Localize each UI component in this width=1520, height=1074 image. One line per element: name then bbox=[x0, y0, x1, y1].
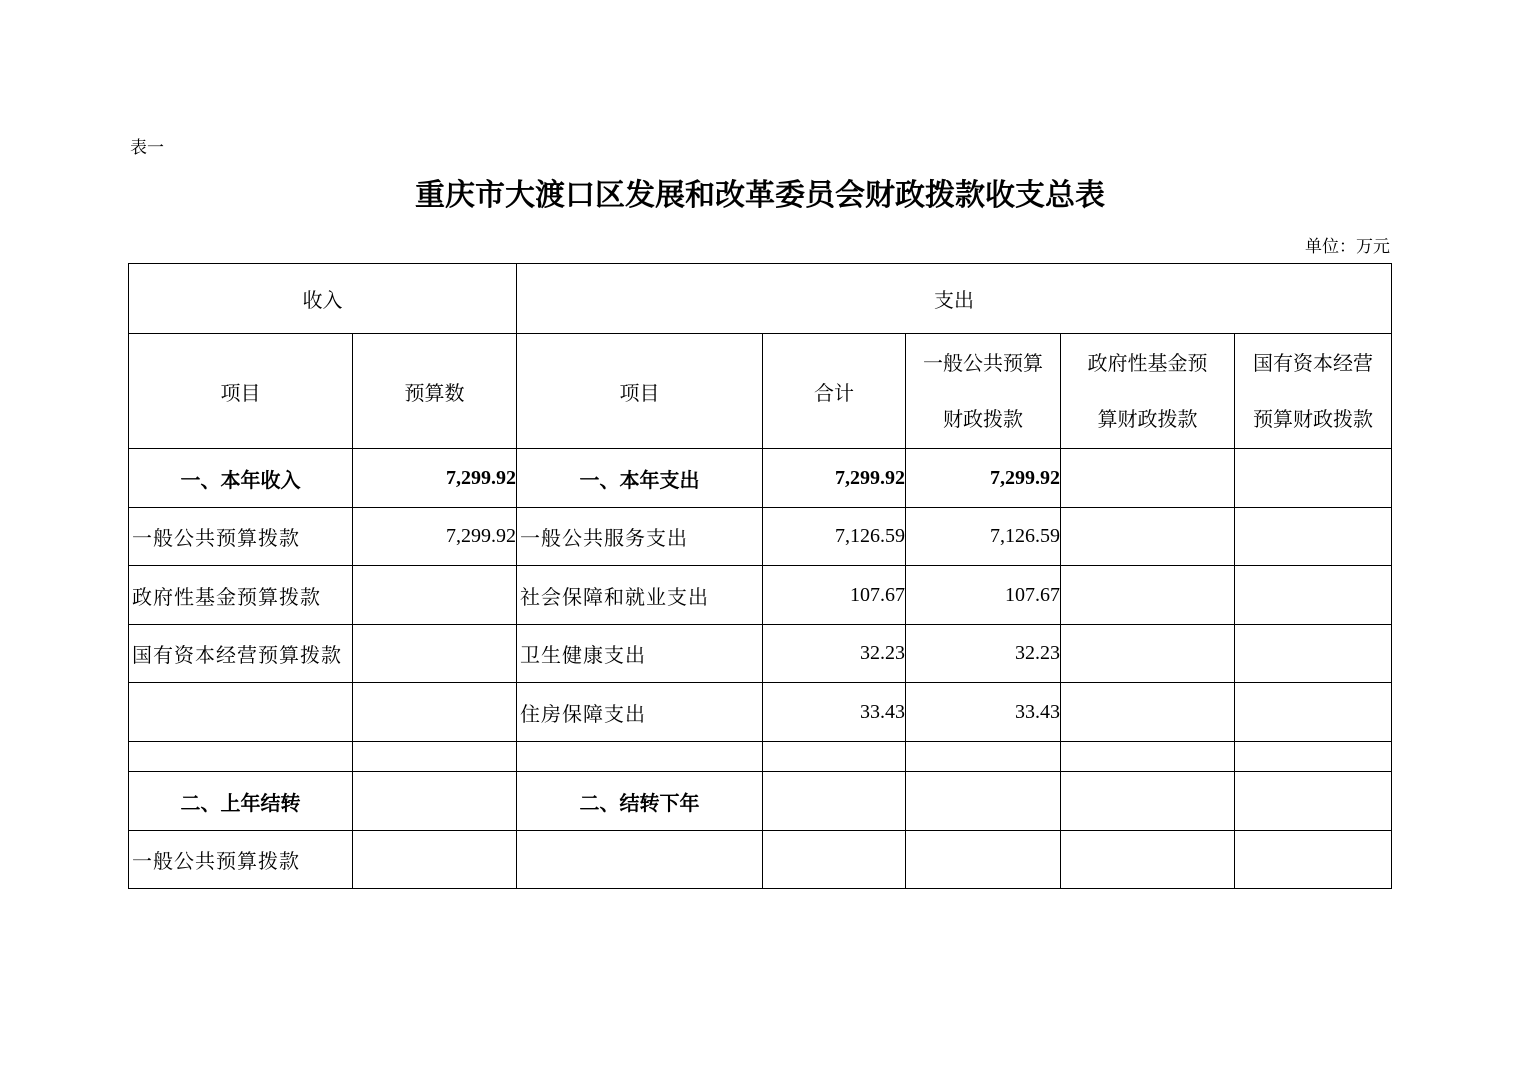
col-fund-line2: 算财政拨款 bbox=[1097, 407, 1198, 431]
table-row bbox=[129, 683, 1392, 742]
general-value: 107.67 bbox=[906, 566, 1061, 625]
total-value bbox=[763, 742, 906, 772]
col-general-budget bbox=[906, 334, 1061, 449]
general-value bbox=[906, 831, 1061, 889]
table-row bbox=[129, 508, 1392, 566]
total-value: 7,126.59 bbox=[763, 508, 906, 566]
income-item: 二、上年结转 bbox=[129, 772, 353, 831]
table-row bbox=[129, 742, 1392, 772]
col-state-line1: 国有资本经营 bbox=[1253, 351, 1374, 375]
expense-item: 卫生健康支出 bbox=[517, 625, 763, 683]
state-value bbox=[1235, 566, 1392, 625]
income-item: 一、本年收入 bbox=[129, 449, 353, 508]
fund-value bbox=[1061, 449, 1235, 508]
col-income-item: 项目 bbox=[129, 334, 353, 449]
income-item bbox=[129, 742, 353, 772]
income-item: 国有资本经营预算拨款 bbox=[129, 625, 353, 683]
fund-value bbox=[1061, 508, 1235, 566]
general-value bbox=[906, 772, 1061, 831]
col-state-budget bbox=[1235, 334, 1392, 449]
general-value bbox=[906, 742, 1061, 772]
expense-item: 一般公共服务支出 bbox=[517, 508, 763, 566]
general-value: 32.23 bbox=[906, 625, 1061, 683]
fund-value bbox=[1061, 566, 1235, 625]
income-budget bbox=[353, 566, 517, 625]
income-item: 政府性基金预算拨款 bbox=[129, 566, 353, 625]
general-value: 33.43 bbox=[906, 683, 1061, 742]
fund-value bbox=[1061, 625, 1235, 683]
col-expense-item: 项目 bbox=[517, 334, 763, 449]
header-row-groups bbox=[129, 264, 1392, 334]
col-income-budget: 预算数 bbox=[353, 334, 517, 449]
income-header: 收入 bbox=[129, 264, 517, 334]
income-budget bbox=[353, 742, 517, 772]
state-value bbox=[1235, 625, 1392, 683]
income-item: 一般公共预算拨款 bbox=[129, 508, 353, 566]
income-budget: 7,299.92 bbox=[353, 508, 517, 566]
income-budget bbox=[353, 625, 517, 683]
total-value: 107.67 bbox=[763, 566, 906, 625]
general-value: 7,299.92 bbox=[906, 449, 1061, 508]
state-value bbox=[1235, 508, 1392, 566]
state-value bbox=[1235, 772, 1392, 831]
table-label: 表一 bbox=[130, 138, 164, 158]
expense-item: 住房保障支出 bbox=[517, 683, 763, 742]
income-item: 一般公共预算拨款 bbox=[129, 831, 353, 889]
unit-label: 单位：万元 bbox=[1305, 237, 1390, 257]
state-value bbox=[1235, 831, 1392, 889]
income-budget bbox=[353, 831, 517, 889]
table-row bbox=[129, 625, 1392, 683]
col-general-line2: 财政拨款 bbox=[943, 407, 1023, 431]
total-value bbox=[763, 772, 906, 831]
col-total: 合计 bbox=[763, 334, 906, 449]
expense-item bbox=[517, 831, 763, 889]
general-value: 7,126.59 bbox=[906, 508, 1061, 566]
fund-value bbox=[1061, 772, 1235, 831]
expense-item: 社会保障和就业支出 bbox=[517, 566, 763, 625]
state-value bbox=[1235, 449, 1392, 508]
total-value bbox=[763, 831, 906, 889]
expense-item: 一、本年支出 bbox=[517, 449, 763, 508]
expense-header: 支出 bbox=[517, 264, 1392, 334]
state-value bbox=[1235, 683, 1392, 742]
fund-value bbox=[1061, 683, 1235, 742]
total-value: 33.43 bbox=[763, 683, 906, 742]
income-item bbox=[129, 683, 353, 742]
expense-item bbox=[517, 742, 763, 772]
col-state-line2: 预算财政拨款 bbox=[1253, 407, 1374, 431]
fund-value bbox=[1061, 831, 1235, 889]
table-row bbox=[129, 772, 1392, 831]
total-value: 32.23 bbox=[763, 625, 906, 683]
col-fund-budget bbox=[1061, 334, 1235, 449]
expense-item: 二、结转下年 bbox=[517, 772, 763, 831]
income-budget: 7,299.92 bbox=[353, 449, 517, 508]
col-fund-line1: 政府性基金预 bbox=[1087, 351, 1208, 375]
table-row bbox=[129, 831, 1392, 889]
col-general-line1: 一般公共预算 bbox=[923, 351, 1043, 375]
budget-table bbox=[128, 263, 1392, 889]
table-row bbox=[129, 566, 1392, 625]
page-title: 重庆市大渡口区发展和改革委员会财政拨款收支总表 bbox=[415, 178, 1105, 213]
fund-value bbox=[1061, 742, 1235, 772]
total-value: 7,299.92 bbox=[763, 449, 906, 508]
header-row-columns bbox=[129, 334, 1392, 449]
state-value bbox=[1235, 742, 1392, 772]
income-budget bbox=[353, 683, 517, 742]
income-budget bbox=[353, 772, 517, 831]
table-row bbox=[129, 449, 1392, 508]
